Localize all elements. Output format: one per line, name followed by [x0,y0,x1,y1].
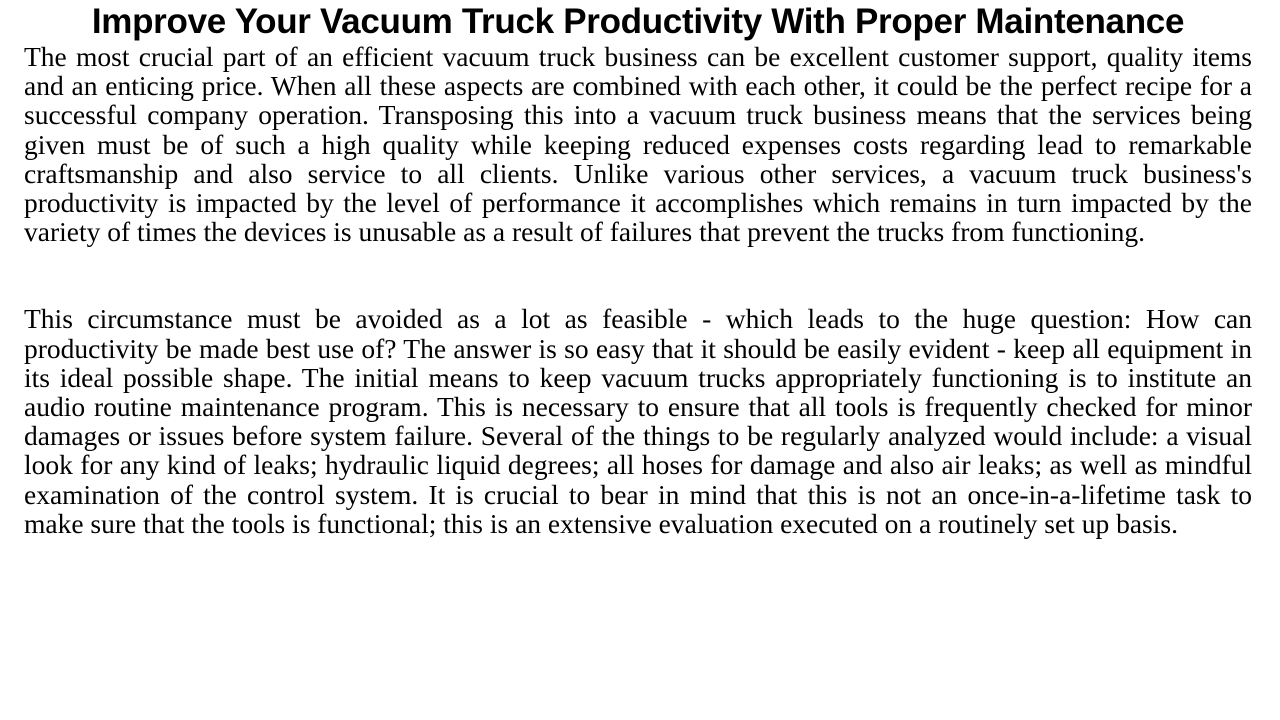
article-paragraph-2: This circumstance must be avoided as a lot as feasible - which leads to the huge question: How can productivity be made best use of? The answer is so easy that it should be easily evident - keep all equipment in its ideal possible shape. The initial means to keep vacuum trucks appropriately functioning is to institute an audio routine maintenance program. This is necessary to ensure that all tools is frequently checked for minor damages or issues before system failure. Several of the things to be regularly analyzed would include: a visual look for any kind of leaks; hydraulic liquid degrees; all hoses for damage and also air leaks; as well as mindful examination of the control system. It is crucial to bear in mind that this is not an once-in-a-lifetime task to make sure that the tools is functional; this is an extensive evaluation executed on a routinely set up basis. [24,303,1252,539]
article-paragraph-1: The most crucial part of an efficient vacuum truck business can be excellent customer support, quality items and an enticing price. When all these aspects are combined with each other, it could be the perfect recipe for a successful company operation. Transposing this into a vacuum truck business means that the services being given must be of such a high quality while keeping reduced expenses costs regarding lead to remarkable craftsmanship and also service to all clients. Unlike various other services, a vacuum truck business's productivity is impacted by the level of performance it accomplishes which remains in turn impacted by the variety of times the devices is unusable as a result of failures that prevent the trucks from functioning. [24,41,1252,248]
article [24,0,1252,538]
article-title: Improve Your Vacuum Truck Productivity With Proper Maintenance [91,2,1185,41]
